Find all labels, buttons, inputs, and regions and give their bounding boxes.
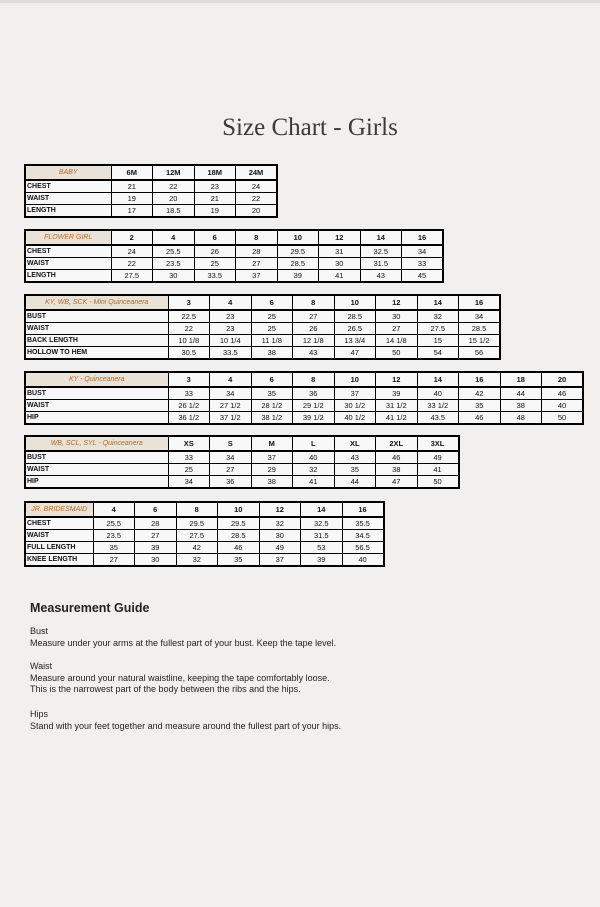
measurement-cell: 35 [93, 542, 135, 554]
table-row [25, 476, 459, 489]
measurement-cell: 56.5 [342, 542, 384, 554]
measurement-cell: 25 [168, 464, 210, 476]
size-header: 6M [111, 165, 153, 180]
size-header: 20 [542, 372, 584, 387]
table-row [25, 517, 384, 530]
measurement-cell: 30.5 [168, 347, 210, 360]
table-row [25, 270, 443, 283]
measurement-cell: 23 [210, 310, 252, 323]
measurement-cell: 10 1/4 [210, 335, 252, 347]
size-header: 12M [153, 165, 195, 180]
measurement-cell: 53 [301, 542, 343, 554]
size-header: 12 [319, 230, 361, 245]
size-table [24, 164, 278, 218]
measurement-cell: 46 [376, 451, 418, 464]
measurement-cell: 35 [334, 464, 376, 476]
measurement-cell: 32 [176, 554, 218, 567]
measurement-cell: 36 [293, 387, 335, 400]
size-header: 6 [251, 295, 293, 310]
measurement-cell: 41 [417, 464, 459, 476]
measurement-cell: 43 [293, 347, 335, 360]
guide-section-text: This is the narrowest part of the body between the ribs and the hips. [30, 684, 301, 694]
measurement-cell: 38 1/2 [251, 412, 293, 425]
category-label: KY, WB, SCK - Mini Quinceanera [25, 295, 168, 310]
measurement-cell: 50 [376, 347, 418, 360]
measurement-cell: 39 [376, 387, 418, 400]
size-header: 18M [194, 165, 236, 180]
measurement-cell: 32.5 [301, 517, 343, 530]
size-header: 4 [93, 502, 135, 517]
measurement-cell: 29.5 [176, 517, 218, 530]
measurement-cell: 43 [360, 270, 402, 283]
measurement-cell: 54 [417, 347, 459, 360]
measurement-cell: 30 [135, 554, 177, 567]
table-row [25, 464, 459, 476]
measurement-cell: 47 [334, 347, 376, 360]
measurement-cell: 46 [459, 412, 501, 425]
measurement-cell: 49 [259, 542, 301, 554]
table-row [25, 323, 500, 335]
size-header: 2XL [376, 436, 418, 451]
measurement-cell: 27 [210, 464, 252, 476]
row-label: CHEST [25, 517, 93, 530]
size-header-row [25, 165, 277, 180]
measurement-cell: 22 [153, 180, 195, 193]
measurement-cell: 37 1/2 [210, 412, 252, 425]
row-label: WAIST [25, 323, 168, 335]
measurement-cell: 37 [334, 387, 376, 400]
measurement-cell: 43 [334, 451, 376, 464]
measurement-cell: 39 [301, 554, 343, 567]
measurement-cell: 43.5 [417, 412, 459, 425]
top-border-line [0, 0, 600, 3]
table-row [25, 193, 277, 205]
measurement-cell: 48 [500, 412, 542, 425]
measurement-cell: 35 [459, 400, 501, 412]
row-label: WAIST [25, 258, 111, 270]
row-label: BUST [25, 310, 168, 323]
measurement-cell: 49 [417, 451, 459, 464]
measurement-cell: 27 1/2 [210, 400, 252, 412]
measurement-cell: 37 [251, 451, 293, 464]
measurement-cell: 20 [153, 193, 195, 205]
size-header: 8 [293, 372, 335, 387]
size-header: 12 [376, 295, 418, 310]
size-header: 14 [417, 372, 459, 387]
measurement-cell: 22 [111, 258, 153, 270]
measurement-cell: 31 [319, 245, 361, 258]
measurement-cell: 40 [542, 400, 584, 412]
measurement-cell: 41 [319, 270, 361, 283]
size-header: 6 [135, 502, 177, 517]
measurement-cell: 28 [135, 517, 177, 530]
guide-section-text: Measure under your arms at the fullest part of your bust. Keep the tape level. [30, 637, 337, 648]
measurement-cell: 28 1/2 [251, 400, 293, 412]
measurement-cell: 34 [402, 245, 444, 258]
measurement-cell: 44 [500, 387, 542, 400]
measurement-cell: 28.5 [277, 258, 319, 270]
size-table [24, 294, 501, 360]
measurement-cell: 25 [194, 258, 236, 270]
measurement-cell: 33 1/2 [417, 400, 459, 412]
size-header: 10 [334, 295, 376, 310]
measurement-cell: 35 [251, 387, 293, 400]
size-header-row [25, 295, 500, 310]
measurement-cell: 40 1/2 [334, 412, 376, 425]
table-row [25, 554, 384, 567]
row-label: BUST [25, 451, 168, 464]
measurement-cell: 46 [542, 387, 584, 400]
size-header-row [25, 230, 443, 245]
size-header: 3 [168, 295, 210, 310]
size-header: 4 [210, 295, 252, 310]
measurement-cell: 22 [168, 323, 210, 335]
measurement-cell: 31.5 [360, 258, 402, 270]
table-row [25, 387, 583, 400]
guide-section-title: Bust [30, 626, 49, 636]
size-table [24, 371, 584, 425]
size-header: 18 [500, 372, 542, 387]
size-header: 14 [360, 230, 402, 245]
measurement-cell: 30 [259, 530, 301, 542]
measurement-cell: 25.5 [93, 517, 135, 530]
measurement-cell: 22.5 [168, 310, 210, 323]
measurement-cell: 24 [236, 180, 278, 193]
measurement-cell: 29 [251, 464, 293, 476]
measurement-cell: 29.5 [218, 517, 260, 530]
measurement-cell: 11 1/8 [251, 335, 293, 347]
row-label: HIP [25, 476, 168, 489]
measurement-cell: 30 [153, 270, 195, 283]
measurement-guide-heading: Measurement Guide [30, 601, 150, 615]
measurement-cell: 33.5 [194, 270, 236, 283]
row-label: BACK LENGTH [25, 335, 168, 347]
guide-section-title: Hips [30, 709, 49, 719]
measurement-cell: 39 1/2 [293, 412, 335, 425]
measurement-cell: 23.5 [93, 530, 135, 542]
size-header: 10 [218, 502, 260, 517]
size-header: 12 [376, 372, 418, 387]
size-header: 6 [194, 230, 236, 245]
measurement-cell: 27.5 [417, 323, 459, 335]
measurement-cell: 19 [111, 193, 153, 205]
size-header-row [25, 372, 583, 387]
measurement-cell: 50 [417, 476, 459, 489]
measurement-cell: 27.5 [176, 530, 218, 542]
measurement-cell: 27 [236, 258, 278, 270]
measurement-cell: 26.5 [334, 323, 376, 335]
measurement-cell: 37 [236, 270, 278, 283]
measurement-cell: 28.5 [334, 310, 376, 323]
measurement-cell: 30 1/2 [334, 400, 376, 412]
measurement-cell: 47 [376, 476, 418, 489]
measurement-cell: 27 [376, 323, 418, 335]
table-row [25, 451, 459, 464]
measurement-cell: 21 [111, 180, 153, 193]
table-row [25, 412, 583, 425]
guide-section-hips [30, 709, 341, 732]
guide-section-text: Measure around your natural waistline, keeping the tape comfortably loose. [30, 672, 330, 683]
measurement-cell: 46 [218, 542, 260, 554]
measurement-cell: 35 [218, 554, 260, 567]
size-header: L [293, 436, 335, 451]
row-label: WAIST [25, 464, 168, 476]
measurement-cell: 17 [111, 205, 153, 218]
measurement-cell: 19 [194, 205, 236, 218]
measurement-cell: 31 1/2 [376, 400, 418, 412]
measurement-cell: 13 3/4 [334, 335, 376, 347]
measurement-cell: 26 1/2 [168, 400, 210, 412]
row-label: HIP [25, 412, 168, 425]
measurement-cell: 23.5 [153, 258, 195, 270]
measurement-cell: 21 [194, 193, 236, 205]
size-header: 4 [153, 230, 195, 245]
measurement-cell: 40 [342, 554, 384, 567]
table-row [25, 530, 384, 542]
measurement-cell: 34 [459, 310, 501, 323]
measurement-cell: 32 [417, 310, 459, 323]
size-header: 16 [459, 372, 501, 387]
measurement-cell: 45 [402, 270, 444, 283]
measurement-cell: 44 [334, 476, 376, 489]
category-label: WB, SCL, SYL - Quinceanera [25, 436, 168, 451]
measurement-cell: 34 [210, 451, 252, 464]
guide-section-text: Stand with your feet together and measure around the fullest part of your hips. [30, 720, 342, 731]
measurement-cell: 34 [210, 387, 252, 400]
guide-section-title: Waist [30, 661, 53, 671]
measurement-cell: 50 [542, 412, 584, 425]
size-header: 16 [402, 230, 444, 245]
table-row [25, 310, 500, 323]
measurement-cell: 31.5 [301, 530, 343, 542]
measurement-cell: 32 [293, 464, 335, 476]
measurement-cell: 33 [168, 387, 210, 400]
measurement-cell: 33 [402, 258, 444, 270]
size-header: 3XL [417, 436, 459, 451]
size-header: M [251, 436, 293, 451]
measurement-cell: 20 [236, 205, 278, 218]
size-header: 2 [111, 230, 153, 245]
measurement-cell: 15 [417, 335, 459, 347]
measurement-cell: 38 [500, 400, 542, 412]
measurement-cell: 27 [293, 310, 335, 323]
measurement-cell: 38 [251, 476, 293, 489]
measurement-cell: 42 [459, 387, 501, 400]
measurement-cell: 27 [135, 530, 177, 542]
size-header-row [25, 502, 384, 517]
measurement-cell: 18.5 [153, 205, 195, 218]
measurement-cell: 12 1/8 [293, 335, 335, 347]
row-label: CHEST [25, 180, 111, 193]
size-header: 24M [236, 165, 278, 180]
measurement-cell: 34 [168, 476, 210, 489]
size-header: 14 [301, 502, 343, 517]
size-header: 10 [334, 372, 376, 387]
size-table [24, 501, 385, 567]
measurement-cell: 15 1/2 [459, 335, 501, 347]
table-row [25, 335, 500, 347]
measurement-cell: 29.5 [277, 245, 319, 258]
measurement-cell: 27.5 [111, 270, 153, 283]
size-table [24, 229, 444, 283]
table-row [25, 400, 583, 412]
size-header: 8 [176, 502, 218, 517]
row-label: BUST [25, 387, 168, 400]
row-label: LENGTH [25, 205, 111, 218]
row-label: KNEE LENGTH [25, 554, 93, 567]
measurement-cell: 28.5 [459, 323, 501, 335]
page-title: Size Chart - Girls [222, 114, 398, 141]
size-header: 8 [293, 295, 335, 310]
measurement-cell: 24 [111, 245, 153, 258]
row-label: CHEST [25, 245, 111, 258]
table-row [25, 347, 500, 360]
row-label: WAIST [25, 400, 168, 412]
measurement-cell: 25 [251, 323, 293, 335]
measurement-cell: 25.5 [153, 245, 195, 258]
table-row [25, 180, 277, 193]
size-table [24, 435, 460, 489]
measurement-cell: 25 [251, 310, 293, 323]
row-label: WAIST [25, 193, 111, 205]
measurement-cell: 33.5 [210, 347, 252, 360]
measurement-cell: 40 [417, 387, 459, 400]
size-header: 3 [168, 372, 210, 387]
measurement-cell: 32.5 [360, 245, 402, 258]
size-header-row [25, 436, 459, 451]
table-row [25, 258, 443, 270]
measurement-cell: 41 1/2 [376, 412, 418, 425]
measurement-cell: 23 [210, 323, 252, 335]
measurement-cell: 33 [168, 451, 210, 464]
measurement-cell: 35.5 [342, 517, 384, 530]
category-label: JR. BRIDESMAID [25, 502, 93, 517]
size-header: 16 [342, 502, 384, 517]
measurement-cell: 39 [135, 542, 177, 554]
measurement-cell: 28.5 [218, 530, 260, 542]
row-label: LENGTH [25, 270, 111, 283]
measurement-cell: 38 [376, 464, 418, 476]
size-header: 16 [459, 295, 501, 310]
measurement-cell: 26 [194, 245, 236, 258]
row-label: FULL LENGTH [25, 542, 93, 554]
measurement-cell: 37 [259, 554, 301, 567]
measurement-cell: 23 [194, 180, 236, 193]
table-row [25, 542, 384, 554]
size-header: 6 [251, 372, 293, 387]
size-header: 4 [210, 372, 252, 387]
measurement-cell: 30 [319, 258, 361, 270]
measurement-cell: 41 [293, 476, 335, 489]
measurement-cell: 27 [93, 554, 135, 567]
measurement-cell: 36 1/2 [168, 412, 210, 425]
size-header: XL [334, 436, 376, 451]
row-label: WAIST [25, 530, 93, 542]
category-label: BABY [25, 165, 111, 180]
measurement-cell: 36 [210, 476, 252, 489]
measurement-cell: 38 [251, 347, 293, 360]
measurement-cell: 56 [459, 347, 501, 360]
size-header: 12 [259, 502, 301, 517]
measurement-cell: 32 [259, 517, 301, 530]
table-row [25, 205, 277, 218]
measurement-cell: 29 1/2 [293, 400, 335, 412]
measurement-cell: 14 1/8 [376, 335, 418, 347]
guide-section-bust [30, 626, 336, 649]
category-label: KY - Quinceanera [25, 372, 168, 387]
guide-section-waist [30, 661, 330, 696]
measurement-cell: 28 [236, 245, 278, 258]
measurement-cell: 26 [293, 323, 335, 335]
measurement-cell: 34.5 [342, 530, 384, 542]
measurement-cell: 30 [376, 310, 418, 323]
row-label: HOLLOW TO HEM [25, 347, 168, 360]
measurement-cell: 22 [236, 193, 278, 205]
measurement-cell: 40 [293, 451, 335, 464]
measurement-cell: 39 [277, 270, 319, 283]
size-header: S [210, 436, 252, 451]
size-header: 8 [236, 230, 278, 245]
size-header: 14 [417, 295, 459, 310]
measurement-cell: 42 [176, 542, 218, 554]
size-header: XS [168, 436, 210, 451]
table-row [25, 245, 443, 258]
size-header: 10 [277, 230, 319, 245]
measurement-cell: 10 1/8 [168, 335, 210, 347]
category-label: FLOWER GIRL [25, 230, 111, 245]
